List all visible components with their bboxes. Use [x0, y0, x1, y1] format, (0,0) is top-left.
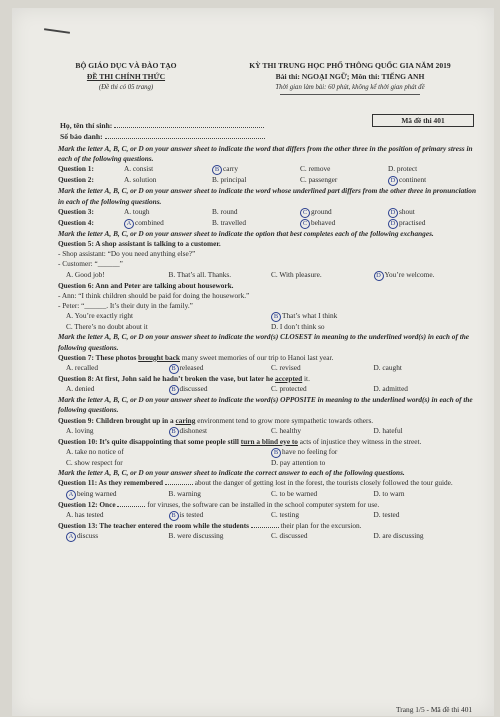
answer-circle: B [212, 165, 222, 175]
q8-option-d: D. admitted [373, 384, 408, 394]
q10-option-a: A. take no notice of [66, 447, 124, 457]
q5-option-d [374, 270, 477, 281]
q2-option-d-text: continent [399, 175, 427, 185]
q12-blank [117, 506, 145, 507]
q4-option-d [388, 218, 476, 229]
q10-stem-end: acts of injustice they witness in the street. [297, 436, 422, 446]
q8-stem-end: it. [302, 374, 310, 384]
q13-blank [251, 527, 279, 528]
q9-options [58, 426, 476, 437]
q9-option-c: C. healthy [271, 425, 301, 435]
q10-options-ab [58, 447, 476, 458]
answer-circle: B [271, 312, 281, 322]
q5-option-a: A. Good job! [66, 269, 105, 279]
q7-stem-end: many sweet memories of our trip to Hanoi last year. [180, 352, 334, 362]
q13-option-d: D. are discussing [373, 531, 424, 541]
q11-option-b: B. warning [168, 488, 201, 498]
q12-option-c: C. testing [271, 509, 299, 519]
answer-circle: D [388, 176, 398, 186]
header-left [60, 60, 192, 93]
question-11 [58, 478, 476, 499]
question-12 [58, 500, 476, 521]
q11-stem: Question 11: As they remembered [58, 478, 165, 488]
answer-circle: C [300, 208, 310, 218]
q11-stem-end: about the danger of getting lost in the forest, the tourists closely followed the tour guide. [192, 478, 453, 488]
question-9 [58, 416, 476, 437]
q7-options [58, 363, 476, 374]
q3-option-d [388, 207, 476, 218]
q12-options [58, 510, 476, 521]
q8-stem: Question 8: At first, John said he hadn’t broken the vase, but later he [58, 374, 276, 384]
q9-option-b [169, 426, 272, 437]
q6-option-a: A. You’re exactly right [66, 311, 134, 321]
q5-option-c: C. With pleasure. [271, 269, 322, 279]
answer-circle: B [169, 364, 179, 374]
question-2 [58, 175, 476, 186]
q11-option-a [66, 489, 169, 500]
q8-option-b [169, 384, 272, 395]
questions [58, 144, 476, 542]
q5-option-b: B. That’s all. Thanks. [168, 269, 232, 279]
instruction-opposite: Mark the letter A, B, C, or D on your answer sheet to indicate the word(s) OPPOSITE in meaning to the underlined word(s) in each of the following questions. [58, 395, 473, 415]
answer-circle: D [388, 219, 398, 229]
q2-label: Question 2: [58, 175, 94, 185]
instruction-pronunciation: Mark the letter A, B, C, or D on your answer sheet to indicate the word whose underlined part differs from the other three in pronunciation in each of the following questions. [58, 186, 477, 206]
pen-mark [44, 28, 70, 34]
q6-option-b-text: That’s what I think [282, 311, 338, 321]
q12-stem: Question 12: Once [58, 499, 118, 509]
q8-option-b-text: discussed [179, 384, 208, 394]
q10-option-b-text: have no feeling for [282, 447, 338, 457]
q6-stem: Question 6: Ann and Peter are talking about housework. [58, 280, 234, 290]
q4-option-a [124, 218, 212, 229]
question-4 [58, 218, 476, 229]
exam-time: Thời gian làm bài: 60 phút, không kể thời gian phát đề [275, 84, 425, 91]
q13-stem-end: their plan for the excursion. [278, 520, 362, 530]
q4-option-d-text: practised [399, 217, 426, 227]
question-6 [58, 281, 476, 333]
q6-option-c: C. There’s no doubt about it [66, 322, 148, 332]
q1-option-b [212, 164, 300, 175]
page-count: (Đề thi có 05 trang) [98, 84, 154, 91]
exam-code-box: Mã đề thi 401 [372, 114, 474, 127]
question-5 [58, 239, 476, 281]
q12-stem-end: for viruses, the software can be installed in the school computer system for use. [145, 499, 380, 509]
page-footer: Trang 1/5 - Mã đề thi 401 [396, 705, 473, 714]
q10-stem: Question 10: It’s quite disappointing that some people still [58, 436, 241, 446]
instruction-stress: Mark the letter A, B, C, or D on your answer sheet to indicate the word that differs from the other three in the position of primary stress in each of the following questions. [58, 144, 473, 164]
q2-option-b: B. principal [212, 175, 247, 185]
exam-subject: Bài thi: NGOẠI NGỮ; Môn thi: TIẾNG ANH [275, 72, 425, 81]
q6-line-2: - Peter: “______. It’s their duty in the family.” [58, 301, 193, 311]
q8-options [58, 384, 476, 395]
instruction-closest: Mark the letter A, B, C, or D on your answer sheet to indicate the word(s) CLOSEST in meaning to the underlined word(s) in each of the following questions. [58, 332, 470, 352]
q12-option-b-text: is tested [179, 509, 204, 519]
q1-option-a: A. consist [124, 164, 154, 174]
q9-option-d: D. hateful [373, 425, 403, 435]
q5-option-d-text: You’re welcome. [384, 269, 435, 279]
q11-option-a-text: being warned [77, 488, 117, 498]
question-10 [58, 437, 476, 468]
q13-option-c: C. discussed [271, 531, 308, 541]
q4-option-c-text: behaved [311, 217, 336, 227]
q7-stem: Question 7: These photos [58, 352, 139, 362]
question-13 [58, 521, 476, 542]
q5-line-1: - Shop assistant: “Do you need anything else?” [58, 249, 196, 259]
q1-label: Question 1: [58, 164, 94, 174]
answer-circle: B [271, 448, 281, 458]
q11-options [58, 489, 476, 500]
q4-option-a-text: combined [135, 217, 164, 227]
exam-title: KỲ THI TRUNG HỌC PHỔ THÔNG QUỐC GIA NĂM 2019 [249, 61, 451, 70]
q9-stem-end: environment tend to grow more sympathetic towards others. [195, 415, 374, 425]
answer-circle: A [66, 490, 76, 500]
q7-option-c: C. revised [271, 363, 301, 373]
q13-option-b: B. were discussing [168, 531, 224, 541]
q13-stem: Question 13: The teacher entered the room while the students [58, 520, 251, 530]
q4-option-c [300, 218, 388, 229]
q4-option-b: B. travelled [212, 217, 247, 227]
q5-stem: Question 5: A shop assistant is talking to a customer. [58, 239, 221, 249]
candidate-name-label: Họ, tên thí sinh: [60, 121, 113, 130]
q8-underlined: accepted [275, 374, 303, 384]
q5-line-2: - Customer: “______” [58, 259, 123, 269]
q10-option-b [271, 447, 476, 458]
q7-option-a: A. recalled [66, 363, 99, 373]
candidate-id-label: Số báo danh: [60, 132, 103, 141]
q12-option-a: A. has tested [66, 509, 104, 519]
q2-option-d [388, 175, 476, 186]
official-label: ĐỀ THI CHÍNH THỨC [86, 72, 166, 81]
candidate-name-line [114, 127, 264, 128]
q2-option-a: A. solution [124, 175, 157, 185]
q3-option-b: B. round [212, 206, 238, 216]
exam-sheet [12, 8, 494, 716]
question-8 [58, 374, 476, 395]
q7-option-b-text: released [179, 363, 204, 373]
q1-option-b-text: carry [223, 164, 238, 174]
answer-circle: C [300, 219, 310, 229]
answer-circle: A [124, 219, 134, 229]
q10-underlined: turn a blind eye to [240, 436, 298, 446]
q7-option-d: D. caught [373, 363, 402, 373]
answer-circle: B [169, 511, 179, 521]
question-3 [58, 207, 476, 218]
q3-option-c [300, 207, 388, 218]
q9-underlined: caring [175, 415, 196, 425]
answer-circle: B [169, 427, 179, 437]
q10-option-c: C. show respect for [66, 458, 123, 468]
q11-option-d: D. to warn [373, 488, 405, 498]
q2-option-c: C. passenger [300, 175, 338, 185]
q3-option-d-text: shout [399, 206, 415, 216]
instruction-correct: Mark the letter A, B, C, or D on your answer sheet to indicate the correct answer to each of the following questions. [58, 468, 405, 478]
q5-options [58, 270, 476, 281]
q12-option-d: D. tested [373, 509, 400, 519]
q8-option-a: A. denied [66, 384, 95, 394]
header-right [208, 60, 492, 95]
candidate-id-line [105, 138, 265, 139]
q4-label: Question 4: [58, 217, 94, 227]
q9-option-a: A. loving [66, 425, 94, 435]
instruction-exchanges: Mark the letter A, B, C, or D on your answer sheet to indicate the option that best completes each of the following exchanges. [58, 228, 434, 238]
ministry-name: BỘ GIÁO DỤC VÀ ĐÀO TẠO [75, 61, 177, 70]
q10-options-cd [58, 458, 476, 468]
q1-option-d: D. protect [388, 164, 418, 174]
question-1 [58, 164, 476, 175]
q3-option-c-text: ground [311, 206, 332, 216]
answer-circle: D [388, 208, 398, 218]
q7-option-b [169, 363, 272, 374]
q6-option-b [271, 311, 476, 322]
answer-circle: B [169, 385, 179, 395]
q7-underlined: brought back [138, 352, 180, 362]
q13-option-a [66, 531, 169, 542]
q9-stem: Question 9: Children brought up in a [58, 415, 176, 425]
q6-option-d: D. I don’t think so [271, 322, 325, 332]
q11-option-c: C. to be warned [271, 488, 318, 498]
answer-circle: D [374, 271, 384, 281]
question-7 [58, 353, 476, 374]
q1-option-c: C. remove [300, 164, 331, 174]
q11-blank [165, 484, 193, 485]
q6-options-cd [58, 322, 476, 332]
candidate-info [60, 120, 265, 142]
q3-option-a: A. tough [124, 206, 150, 216]
q13-option-a-text: discuss [77, 531, 99, 541]
q10-option-d: D. pay attention to [271, 458, 326, 468]
q12-option-b [169, 510, 272, 521]
q6-options-ab [58, 311, 476, 322]
q6-line-1: - Ann: “I think children should be paid for doing the housework.” [58, 290, 250, 300]
q3-label: Question 3: [58, 206, 94, 216]
header-rule [280, 94, 420, 95]
q8-option-c: C. protected [271, 384, 307, 394]
q13-options [58, 531, 476, 542]
answer-circle: A [66, 532, 76, 542]
q9-option-b-text: dishonest [179, 425, 208, 435]
